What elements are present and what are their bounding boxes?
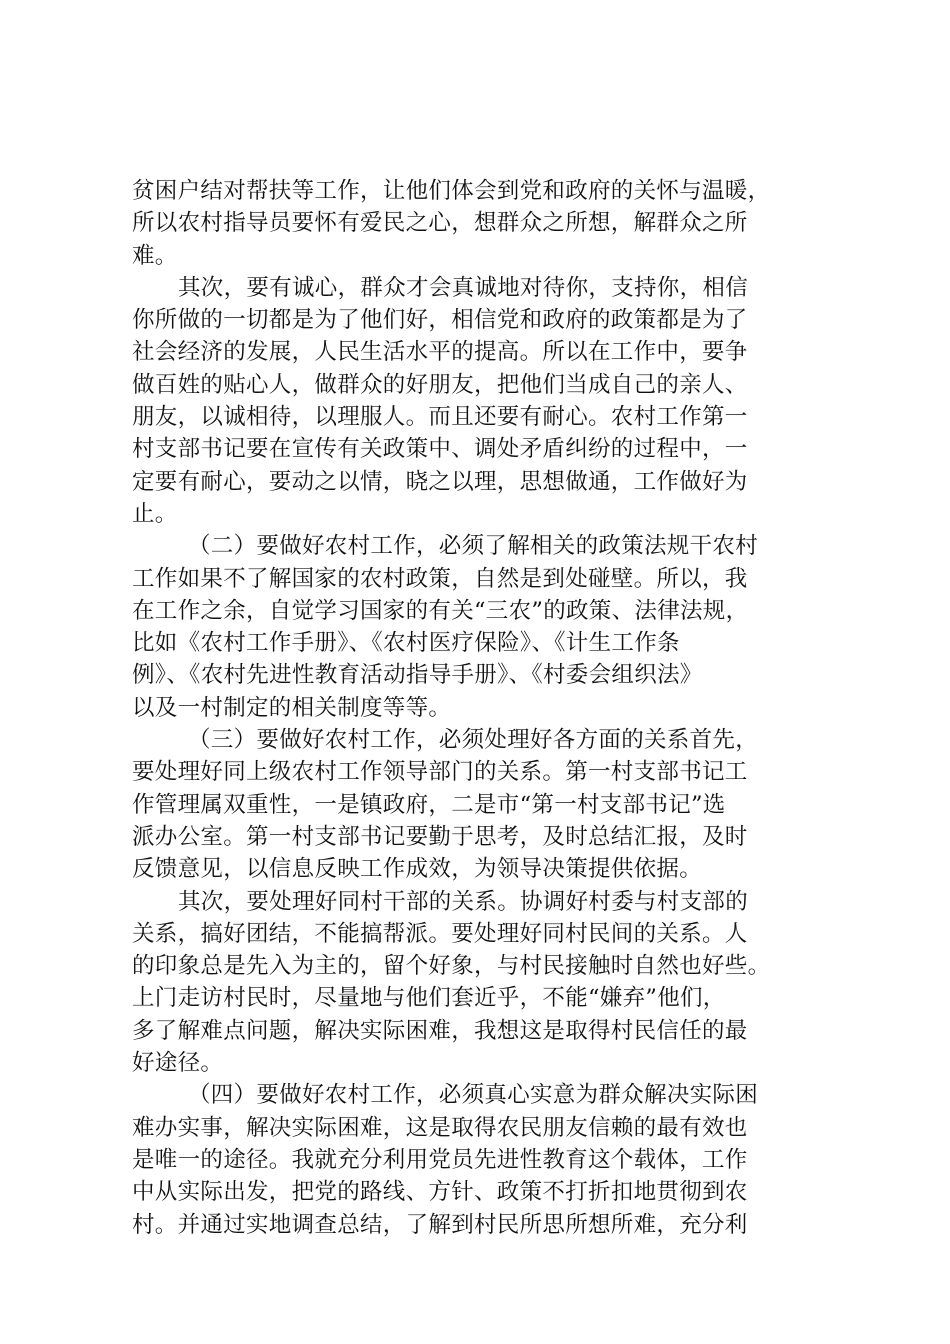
text-line: 难。 bbox=[132, 242, 178, 269]
text-line: 做百姓的贴心人，做群众的好朋友，把他们当成自己的亲人、 bbox=[132, 371, 748, 398]
text-line: 所以农村指导员要怀有爱民之心，想群众之所想，解群众之所 bbox=[132, 210, 748, 237]
text-line: 例》、《农村先进性教育活动指导手册》、《村委会组织法》 bbox=[132, 662, 703, 689]
section-heading-line: （二）要做好农村工作，必须了解相关的政策法规干农村 bbox=[188, 533, 759, 560]
paragraph-start-line: 其次，要处理好同村干部的关系。协调好村委与村支部的 bbox=[178, 888, 749, 915]
body-text bbox=[132, 175, 828, 1241]
text-line: 村支部书记要在宣传有关政策中、调处矛盾纠纷的过程中，一 bbox=[132, 436, 748, 463]
section-heading-line: （三）要做好农村工作，必须处理好各方面的关系首先， bbox=[188, 727, 759, 754]
text-line: 难办实事，解决实际困难，这是取得农民朋友信赖的最有效也 bbox=[132, 1114, 748, 1141]
text-line: 你所做的一切都是为了他们好，相信党和政府的政策都是为了 bbox=[132, 307, 748, 334]
text-line: 社会经济的发展，人民生活水平的提高。所以在工作中，要争 bbox=[132, 339, 748, 366]
text-line: 朋友，以诚相待，以理服人。而且还要有耐心。农村工作第一 bbox=[132, 404, 748, 431]
text-line: 要处理好同上级农村工作领导部门的关系。第一村支部书记工 bbox=[132, 759, 748, 786]
text-line: 在工作之余，自觉学习国家的有关“三农”的政策、法律法规， bbox=[132, 597, 749, 624]
section-heading-line: （四）要做好农村工作，必须真心实意为群众解决实际困 bbox=[188, 1082, 759, 1109]
text-line: 好途径。 bbox=[132, 1050, 224, 1077]
text-line: 的印象总是先入为主的，留个好象，与村民接触时自然也好些。 bbox=[132, 953, 771, 980]
text-line: 比如《农村工作手册》、《农村医疗保险》、《计生工作条 bbox=[132, 630, 680, 657]
text-line: 定要有耐心，要动之以情，晓之以理，思想做通，工作做好为 bbox=[132, 468, 748, 495]
text-line: 多了解难点问题，解决实际困难，我想这是取得村民信任的最 bbox=[132, 1017, 748, 1044]
text-line: 中从实际出发，把党的路线、方针、政策不打折扣地贯彻到农 bbox=[132, 1179, 748, 1206]
text-line: 村。并通过实地调查总结，了解到村民所思所想所难，充分利 bbox=[132, 1211, 748, 1238]
text-line: 反馈意见，以信息反映工作成效，为领导决策提供依据。 bbox=[132, 856, 703, 883]
text-line: 止。 bbox=[132, 500, 178, 527]
text-line: 派办公室。第一村支部书记要勤于思考，及时总结汇报，及时 bbox=[132, 823, 748, 850]
text-line: 关系，搞好团结，不能搞帮派。要处理好同村民间的关系。人 bbox=[132, 920, 748, 947]
text-line: 上门走访村民时，尽量地与他们套近乎，不能“嫌弃”他们， bbox=[132, 985, 726, 1012]
text-line: 贫困户结对帮扶等工作，让他们体会到党和政府的关怀与温暖， bbox=[132, 178, 771, 204]
text-line: 以及一村制定的相关制度等等。 bbox=[132, 694, 452, 721]
text-line: 工作如果不了解国家的农村政策，自然是到处碰壁。所以，我 bbox=[132, 565, 748, 592]
paragraph-start-line: 其次，要有诚心，群众才会真诚地对待你，支持你，相信 bbox=[178, 274, 749, 301]
text-line: 是唯一的途径。我就充分利用党员先进性教育这个载体，工作 bbox=[132, 1146, 748, 1173]
text-line: 作管理属双重性，一是镇政府，二是市“第一村支部书记”选 bbox=[132, 791, 726, 818]
